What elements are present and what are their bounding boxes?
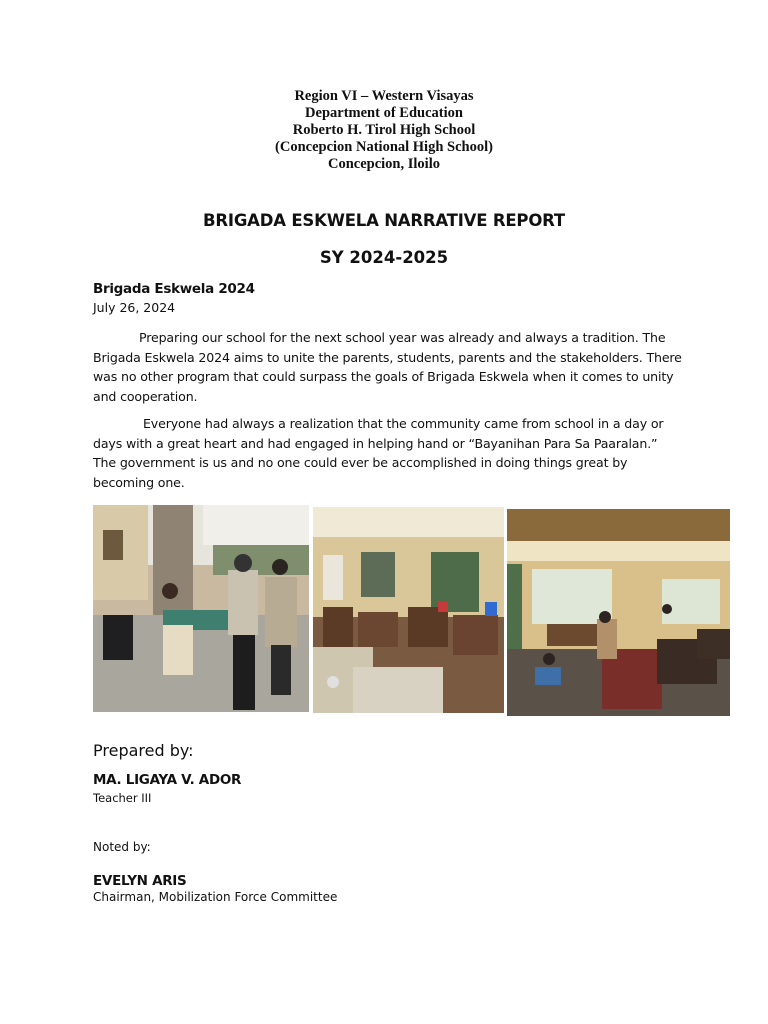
photo-classroom-chairs: [313, 507, 504, 713]
letterhead-school: Roberto H. Tirol High School: [292, 122, 476, 138]
body-paragraph-1: Preparing our school for the next school year was already and always a tradition. The Brigada Eskwela 2024 aims to unite the parents, students, parents and the stakeholders. There was no other program that could surpass the goals of Brigada Eskwela when it comes to unity and cooperation.: [93, 330, 682, 404]
body-paragraph-2: Everyone had always a realization that the community came from school in a day or days with a great heart and had engaged in helping hand or “Bayanihan Para Sa Paaralan.” The government is us and no one could ever be accomplished in doing things great by becoming one.: [93, 416, 664, 490]
preparer-name: MA. LIGAYA V. ADOR: [93, 772, 242, 788]
event-date: July 26, 2024: [93, 300, 176, 315]
prepared-by-label: Prepared by:: [93, 741, 194, 760]
noter-role: Chairman, Mobilization Force Committee: [93, 890, 338, 904]
letterhead-school-former-name: (Concepcion National High School): [275, 139, 493, 155]
event-heading: Brigada Eskwela 2024: [93, 281, 255, 297]
letterhead: [0, 88, 768, 173]
photo-registration-area: [93, 505, 309, 712]
noted-by-label: Noted by:: [93, 840, 151, 854]
noter-name: EVELYN ARIS: [93, 873, 187, 889]
preparer-role: Teacher III: [93, 791, 152, 805]
letterhead-department: Department of Education: [305, 105, 463, 121]
letterhead-location: Concepcion, Iloilo: [328, 156, 440, 172]
report-title: BRIGADA ESKWELA NARRATIVE REPORT: [203, 211, 565, 230]
report-school-year: SY 2024-2025: [319, 248, 449, 267]
photo-classroom-cleaning: [507, 509, 730, 716]
letterhead-region: Region VI – Western Visayas: [294, 88, 474, 104]
